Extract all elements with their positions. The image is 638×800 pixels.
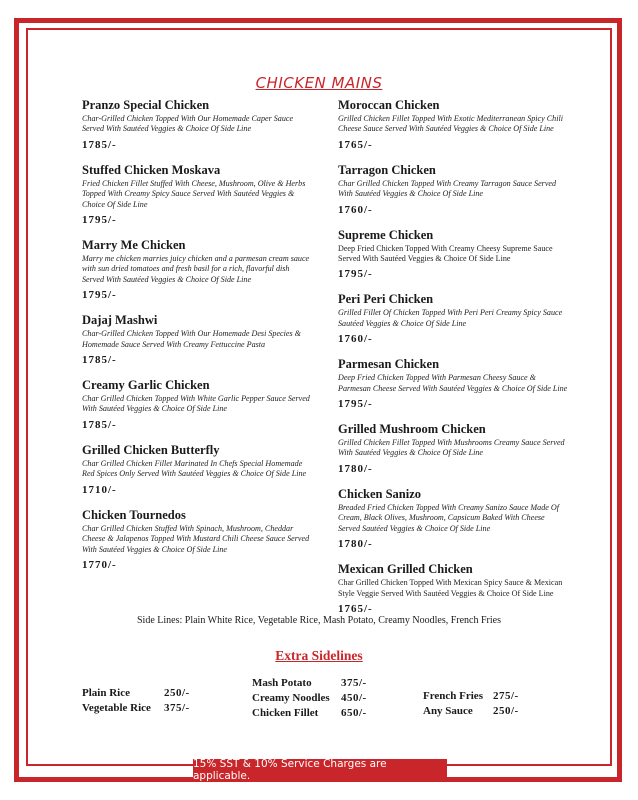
item-description: Grilled Fillet Of Chicken Topped With Peri Peri Creamy Spicy Sauce Sautéed Veggies & Choice Of Side Line: [338, 308, 563, 328]
extras-left-group: [82, 685, 190, 715]
item-price: 1760/-: [338, 333, 373, 346]
item-name: Peri Peri Chicken: [338, 292, 434, 307]
item-price: 1785/-: [82, 138, 117, 151]
menu-item: [82, 313, 312, 366]
item-price: 1760/-: [338, 203, 373, 216]
item-price: 1780/-: [338, 462, 373, 475]
menu-item: [82, 163, 312, 226]
item-description: Breaded Fried Chicken Topped With Creamy Sanizo Sauce Made Of Cream, Black Olives, Mushroom, Capsicum Baked With Cheese Served Sautéed Veggies & Choice Of Side Line: [338, 502, 559, 533]
menu-item: [82, 443, 312, 496]
item-name: Creamy Garlic Chicken: [82, 378, 210, 393]
item-name: Stuffed Chicken Moskava: [82, 162, 221, 177]
extra-sidelines-heading: Extra Sidelines: [275, 648, 363, 663]
item-name: Tarragon Chicken: [338, 162, 436, 177]
menu-item: [338, 292, 568, 345]
side-lines-note: Side Lines: Plain White Rice, Vegetable Rice, Mash Potato, Creamy Noodles, French Fries: [136, 615, 501, 626]
item-price: 1765/-: [338, 602, 373, 615]
extra-item-price: 250/-: [493, 704, 519, 717]
menu-item: [82, 98, 312, 151]
extras-right-group: [423, 688, 519, 718]
extra-item-name: Any Sauce: [423, 704, 473, 717]
item-description: Marry me chicken marries juicy chicken and a parmesan cream sauce with sun dried tomatoes and fresh basil for a rich, flavorful dish Served With Sautéed Veggies & Choice Of Side Line: [82, 254, 310, 284]
extra-item: [423, 703, 519, 718]
item-price: 1785/-: [82, 354, 117, 367]
item-name: Supreme Chicken: [338, 227, 434, 242]
menu-item: [338, 422, 568, 475]
item-name: Grilled Mushroom Chicken: [338, 422, 486, 437]
item-price: 1795/-: [338, 268, 373, 281]
extra-item: [82, 685, 190, 700]
section-title: CHICKEN MAINS: [255, 74, 383, 92]
menu-item: [338, 487, 568, 550]
menu-item: [338, 562, 568, 615]
item-name: Grilled Chicken Butterfly: [82, 442, 220, 457]
extras-middle-group: [252, 675, 367, 720]
item-price: 1785/-: [82, 418, 117, 431]
item-description: Char Grilled Chicken Topped With White Garlic Pepper Sauce Served With Sautéed Veggies & Choice Of Side Line: [82, 394, 310, 414]
extra-item-name: Mash Potato: [252, 676, 312, 689]
menu-item: [338, 357, 568, 410]
item-description: Char Grilled Chicken Topped With Mexican Spicy Sauce & Mexican Style Veggie Served With Sautéed Veggies & Choice Of Side Line: [338, 578, 563, 598]
item-name: Parmesan Chicken: [338, 357, 440, 372]
menu-item: [82, 238, 312, 301]
menu-column-right: [338, 98, 568, 627]
extra-item: [423, 688, 519, 703]
item-description: Char Grilled Chicken Fillet Marinated In Chefs Special Homemade Red Spices Only Served With Sautéed Veggies & Choice Of Side Line: [82, 458, 307, 479]
item-description: Fried Chicken Fillet Stuffed With Cheese, Mushroom, Olive & Herbs Topped With Creamy Spicy Sauce Served With Sautéed Veggies & Choice Of Side Line: [82, 178, 306, 209]
extra-item-name: Chicken Fillet: [252, 706, 319, 719]
extra-item-name: Plain Rice: [82, 686, 130, 699]
item-name: Moroccan Chicken: [338, 98, 440, 112]
item-price: 1795/-: [82, 214, 117, 227]
extra-item-price: 450/-: [341, 691, 367, 704]
extra-item-name: Vegetable Rice: [82, 701, 151, 714]
item-price: 1780/-: [338, 538, 373, 551]
extra-item-price: 375/-: [341, 676, 367, 689]
menu-item: [82, 508, 312, 571]
extra-item-price: 650/-: [341, 706, 367, 719]
item-description: Char Grilled Chicken Topped With Creamy Tarragon Sauce Served With Sautéed Veggies & Choice Of Side Line: [338, 178, 557, 199]
menu-item: [338, 228, 568, 281]
service-charge-banner: 15% SST & 10% Service Charges are applicable.: [193, 759, 447, 781]
item-price: 1710/-: [82, 483, 117, 496]
extra-item-name: Creamy Noodles: [252, 691, 330, 704]
item-name: Chicken Sanizo: [338, 486, 422, 501]
item-description: Char-Grilled Chicken Topped With Our Homemade Caper Sauce Served With Sautéed Veggies & Choice Of Side Line: [82, 114, 294, 134]
extra-item: [82, 700, 190, 715]
item-description: Deep Fried Chicken Topped With Parmesan Cheesy Sauce & Parmesan Cheese Served With Sautéed Veggies & Choice Of Side Line: [338, 373, 568, 393]
item-price: 1795/-: [338, 398, 373, 411]
extra-item-price: 375/-: [164, 701, 190, 714]
menu-item: [338, 163, 568, 216]
item-price: 1795/-: [82, 289, 117, 302]
item-price: 1765/-: [338, 138, 373, 151]
extra-item-price: 250/-: [164, 686, 190, 699]
item-description: Char Grilled Chicken Stuffed With Spinach, Mushroom, Cheddar Cheese & Jalapenos Topped With Mustard Chili Cheese Sauce Served With Sautéed Veggies & Choice Of Side Line: [82, 523, 310, 554]
extra-item: [252, 705, 367, 720]
extra-item: [252, 675, 367, 690]
menu-column-left: [82, 98, 312, 583]
extra-item-name: French Fries: [423, 689, 483, 702]
item-description: Grilled Chicken Fillet Topped With Exotic Mediterranean Spicy Chili Cheese Sauce Served With Sautéed Veggies & Choice Of Side Line: [338, 114, 563, 134]
item-description: Deep Fried Chicken Topped With Creamy Cheesy Supreme Sauce Served With Sautéed Veggies & Choice Of Side Line: [338, 243, 553, 264]
item-description: Char-Grilled Chicken Topped With Our Homemade Desi Species & Homemade Sauce Served With Creamy Fettuccine Pasta: [82, 329, 301, 349]
item-name: Marry Me Chicken: [82, 238, 186, 253]
item-description: Grilled Chicken Fillet Topped With Mushrooms Creamy Sauce Served With Sautéed Veggies & Choice Of Side Line: [338, 438, 565, 458]
menu-item: [338, 98, 568, 151]
menu-item: [82, 378, 312, 431]
item-name: Chicken Tournedos: [82, 507, 186, 522]
item-name: Mexican Grilled Chicken: [338, 562, 473, 577]
item-name: Pranzo Special Chicken: [82, 98, 210, 112]
item-name: Dajaj Mashwi: [82, 313, 158, 328]
extra-item-price: 275/-: [493, 689, 519, 702]
extra-item: [252, 690, 367, 705]
item-price: 1770/-: [82, 558, 117, 571]
